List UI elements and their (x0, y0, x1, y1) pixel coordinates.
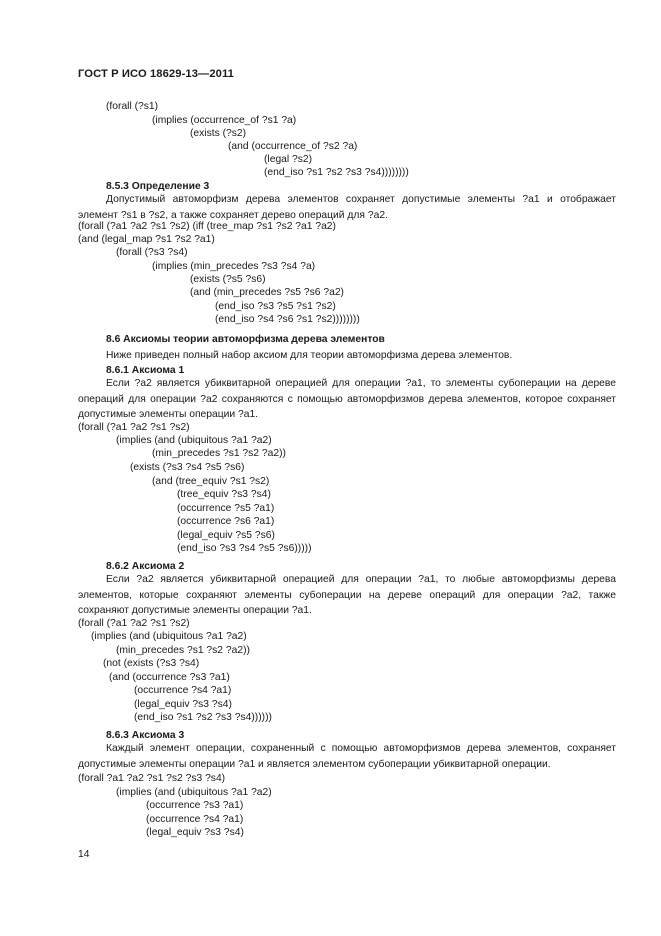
section-heading: 8.6.3 Аксиома 3 (106, 730, 185, 741)
code-line: (occurrence ?s3 ?a1) (146, 800, 244, 811)
code-line: (end_iso ?s3 ?s4 ?s5 ?s6))))) (177, 543, 312, 554)
code-line: (legal_equiv ?s3 ?s4) (134, 699, 232, 710)
code-line: (exists (?s3 ?s4 ?s5 ?s6) (130, 462, 245, 473)
code-line: (exists (?s2) (190, 128, 247, 139)
code-line: (not (exists (?s3 ?s4) (103, 658, 200, 669)
section-heading: 8.5.3 Определение 3 (106, 181, 210, 192)
code-line: (end_iso ?s1 ?s2 ?s3 ?s4)))))))) (264, 167, 409, 178)
code-line: (implies (min_precedes ?s3 ?s4 ?a) (152, 261, 316, 272)
code-line: (and (legal_map ?s1 ?s2 ?a1) (78, 234, 215, 245)
code-line: (implies (and (ubiquitous ?a1 ?a2) (91, 631, 247, 642)
code-line: (forall (?s1) (106, 101, 159, 112)
page-header: ГОСТ Р ИСО 18629-13—2011 (78, 68, 234, 80)
code-line: (forall (?a1 ?a2 ?s1 ?s2) (78, 422, 190, 433)
code-line: (min_precedes ?s1 ?s2 ?a2)) (152, 448, 286, 459)
code-line: (forall ?a1 ?a2 ?s1 ?s2 ?s3 ?s4) (78, 773, 226, 784)
code-line: (end_iso ?s1 ?s2 ?s3 ?s4)))))) (134, 712, 272, 723)
code-line: (and (min_precedes ?s5 ?s6 ?a2) (190, 287, 344, 298)
code-line: (legal_equiv ?s5 ?s6) (177, 530, 275, 541)
code-line: (and (tree_equiv ?s1 ?s2) (152, 476, 270, 487)
code-line: (tree_equiv ?s3 ?s4) (177, 489, 271, 500)
section-heading: 8.6 Аксиомы теории автоморфизма дерева элементов (106, 334, 385, 345)
code-line: (and (occurrence_of ?s2 ?a) (228, 141, 358, 152)
section-heading: 8.6.2 Аксиома 2 (106, 561, 185, 572)
section-heading: 8.6.1 Аксиома 1 (106, 365, 185, 376)
code-line: (occurrence ?s5 ?a1) (177, 503, 275, 514)
code-line: (end_iso ?s4 ?s6 ?s1 ?s2)))))))) (215, 314, 360, 325)
code-line: (implies (occurrence_of ?s1 ?a) (152, 115, 297, 126)
code-line: (end_iso ?s3 ?s5 ?s1 ?s2) (215, 301, 336, 312)
paragraph: Если ?a2 является убиквитарной операцией для операции ?a1, то элементы субоперации на дереве операций для операции ?a2 сохраняются с помощью автоморфизмов дерева элементов, которое сохраняет допустимые элементы операции ?a1. (78, 378, 616, 421)
code-line: (implies (and (ubiquitous ?a1 ?a2) (116, 787, 272, 798)
code-line: (forall (?a1 ?a2 ?s1 ?s2) (78, 618, 190, 629)
code-line: (legal_equiv ?s3 ?s4) (146, 827, 244, 838)
page-number: 14 (78, 849, 90, 860)
code-line: (implies (and (ubiquitous ?a1 ?a2) (116, 435, 272, 446)
code-line: (forall (?a1 ?a2 ?s1 ?s2) (iff (tree_map ?s1 ?s2 ?a1 ?a2) (78, 221, 336, 232)
code-line: (legal ?s2) (264, 154, 313, 165)
paragraph: Каждый элемент операции, сохраненный с помощью автоморфизмов дерева элементов, сохраняет допустимые элементы операции ?a1 и является элементом субоперации убиквитарной операции. (78, 743, 616, 770)
code-line: (occurrence ?s4 ?a1) (134, 685, 232, 696)
code-line: (exists (?s5 ?s6) (190, 274, 266, 285)
paragraph: Допустимый автоморфизм дерева элементов сохраняет допустимые элементы ?a1 и отображает элемент ?s1 в ?s2, а также сохраняет дерево операций для ?a2. (78, 194, 616, 221)
paragraph: Если ?a2 является убиквитарной операцией для операции ?a1, то любые автоморфизмы дерева элементов, которые сохраняют элементы субоперации на дереве операций для операции ?a2, также сохраняют допустимые элементы операции ?a1. (78, 574, 616, 617)
code-line: (and (occurrence ?s3 ?a1) (109, 672, 230, 683)
code-line: (occurrence ?s6 ?a1) (177, 516, 275, 527)
code-line: (min_precedes ?s1 ?s2 ?a2)) (116, 645, 250, 656)
code-line: (occurrence ?s4 ?a1) (146, 814, 244, 825)
paragraph: Ниже приведен полный набор аксиом для теории автоморфизма дерева элементов. (106, 350, 513, 361)
code-line: (forall (?s3 ?s4) (116, 247, 188, 258)
